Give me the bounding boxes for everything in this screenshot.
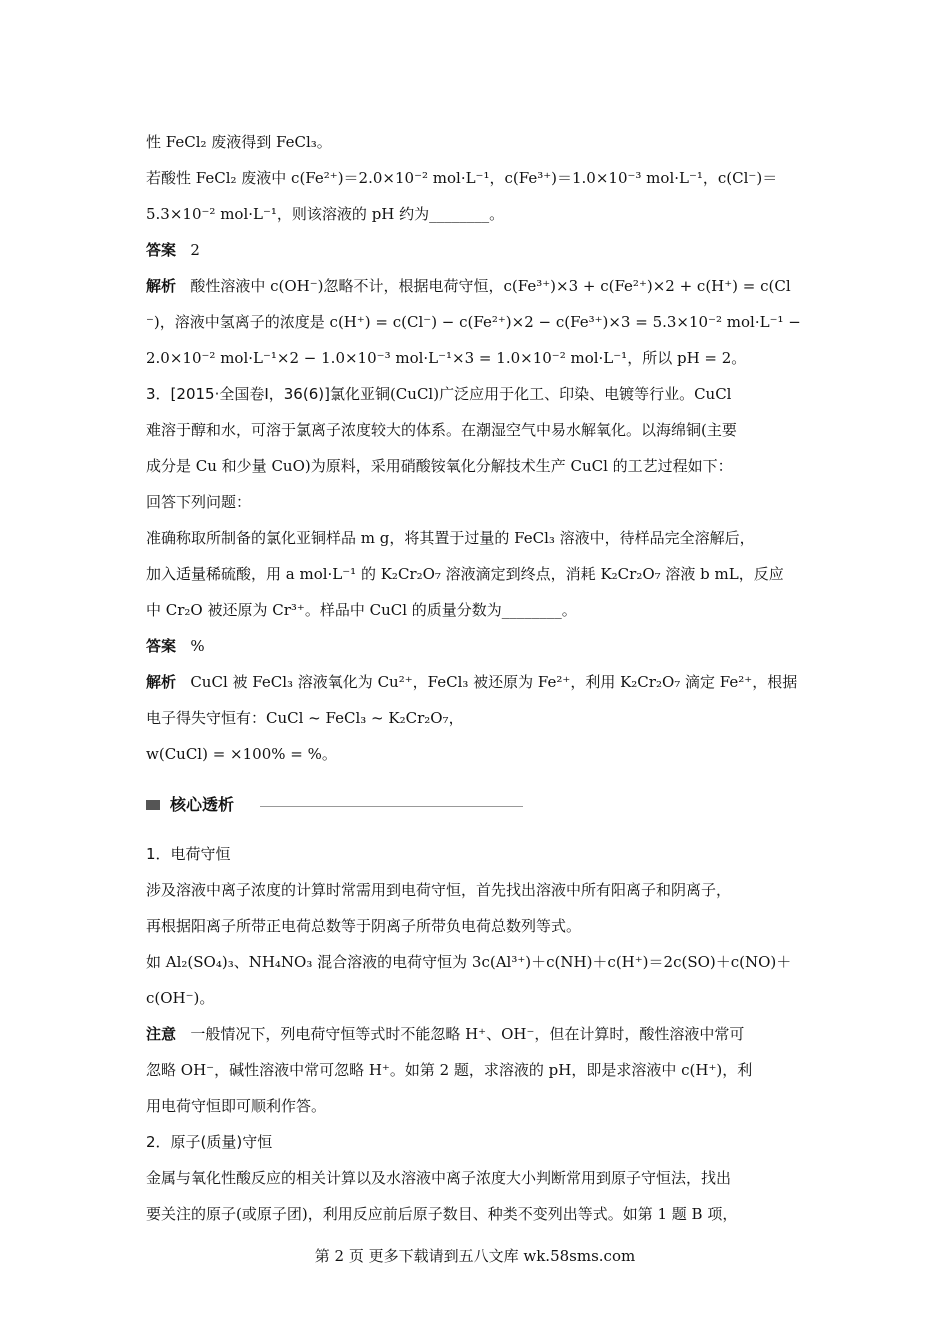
note <box>146 1016 806 1052</box>
page-footer: 第 2 页 更多下载请到五八文库 wk.58sms.com <box>314 1247 636 1265</box>
analysis-label: 解析 <box>146 277 177 295</box>
text-line: w(CuCl) = ×100% = %。 <box>146 745 337 763</box>
section-marker-icon <box>146 800 160 810</box>
text-line: 准确称取所制备的氯化亚铜样品 m g，将其置于过量的 FeCl₃ 溶液中，待样品完全溶解后， <box>146 529 755 547</box>
analysis-text: 酸性溶液中 c(OH⁻)忽略不计，根据电荷守恒，c(Fe³⁺)×3 + c(Fe²⁺)×2 + c(H⁺) = c(Cl <box>190 277 791 295</box>
text-line: 再根据阳离子所带正电荷总数等于阴离子所带负电荷总数列等式。 <box>146 917 582 935</box>
question-label: 3．[2015·全国卷Ⅰ，36(6)] <box>146 385 330 403</box>
analysis-text: CuCl 被 FeCl₃ 溶液氧化为 Cu²⁺，FeCl₃ 被还原为 Fe²⁺，利用 K₂Cr₂O₇ 滴定 Fe²⁺，根据 <box>190 673 798 691</box>
text-line: 要关注的原子(或原子团)，利用反应前后原子数目、种类不变列出等式。如第 1 题 B 项， <box>146 1205 738 1223</box>
question-3 <box>146 376 806 412</box>
answer-label: 答案 <box>146 637 177 655</box>
point-1-heading: 1．电荷守恒 <box>146 845 231 863</box>
answer-2 <box>146 628 806 664</box>
text-line: 2.0×10⁻² mol·L⁻¹×2 − 1.0×10⁻³ mol·L⁻¹×3 = 1.0×10⁻² mol·L⁻¹，所以 pH = 2。 <box>146 349 747 367</box>
section-divider <box>260 806 523 807</box>
answer-label: 答案 <box>146 241 177 259</box>
question-text: 氯化亚铜(CuCl)广泛应用于化工、印染、电镀等行业。CuCl <box>329 385 732 403</box>
text-line: ⁻)，溶液中氢离子的浓度是 c(H⁺) = c(Cl⁻) − c(Fe²⁺)×2 − c(Fe³⁺)×3 = 5.3×10⁻² mol·L⁻¹ − <box>146 313 801 331</box>
text-line: 中 Cr₂O 被还原为 Cr³⁺。样品中 CuCl 的质量分数为________。 <box>146 601 577 619</box>
text-line: 若酸性 FeCl₂ 废液中 c(Fe²⁺)＝2.0×10⁻² mol·L⁻¹，c(Fe³⁺)＝1.0×10⁻³ mol·L⁻¹，c(Cl⁻)＝ <box>146 169 778 187</box>
document-body <box>146 124 806 1232</box>
section-header <box>146 786 806 826</box>
answer-value: 2 <box>190 241 200 259</box>
text-line: 忽略 OH⁻，碱性溶液中常可忽略 H⁺。如第 2 题，求溶液的 pH，即是求溶液中 c(H⁺)，利 <box>146 1061 753 1079</box>
text-line: 回答下列问题： <box>146 493 252 511</box>
analysis-2 <box>146 664 806 700</box>
analysis-1 <box>146 268 806 304</box>
analysis-label: 解析 <box>146 673 177 691</box>
note-label: 注意 <box>146 1025 177 1043</box>
answer-value: % <box>190 637 205 655</box>
note-text: 一般情况下，列电荷守恒等式时不能忽略 H⁺、OH⁻，但在计算时，酸性溶液中常可 <box>190 1025 745 1043</box>
text-line: 电子得失守恒有：CuCl ~ FeCl₃ ~ K₂Cr₂O₇， <box>146 709 464 727</box>
text-line: 难溶于醇和水，可溶于氯离子浓度较大的体系。在潮湿空气中易水解氧化。以海绵铜(主要 <box>146 421 737 439</box>
answer-1 <box>146 232 806 268</box>
text-line: 如 Al₂(SO₄)₃、NH₄NO₃ 混合溶液的电荷守恒为 3c(Al³⁺)＋c(NH)＋c(H⁺)＝2c(SO)＋c(NO)＋ <box>146 953 792 971</box>
text-line: c(OH⁻)。 <box>146 989 215 1007</box>
text-line: 金属与氧化性酸反应的相关计算以及水溶液中离子浓度大小判断常用到原子守恒法，找出 <box>146 1169 732 1187</box>
text-line: 5.3×10⁻² mol·L⁻¹，则该溶液的 pH 约为________。 <box>146 205 505 223</box>
text-line: 涉及溶液中离子浓度的计算时常需用到电荷守恒，首先找出溶液中所有阳离子和阴离子， <box>146 881 732 899</box>
text-line: 加入适量稀硫酸，用 a mol·L⁻¹ 的 K₂Cr₂O₇ 溶液滴定到终点，消耗 K₂Cr₂O₇ 溶液 b mL，反应 <box>146 565 784 583</box>
text-line: 用电荷守恒即可顺利作答。 <box>146 1097 327 1115</box>
text-line: 性 FeCl₂ 废液得到 FeCl₃。 <box>146 133 332 151</box>
point-2-heading: 2．原子(质量)守恒 <box>146 1133 273 1151</box>
text-line: 成分是 Cu 和少量 CuO)为原料，采用硝酸铵氧化分解技术生产 CuCl 的工艺过程如下： <box>146 457 733 475</box>
section-title: 核心透析 <box>170 795 235 814</box>
